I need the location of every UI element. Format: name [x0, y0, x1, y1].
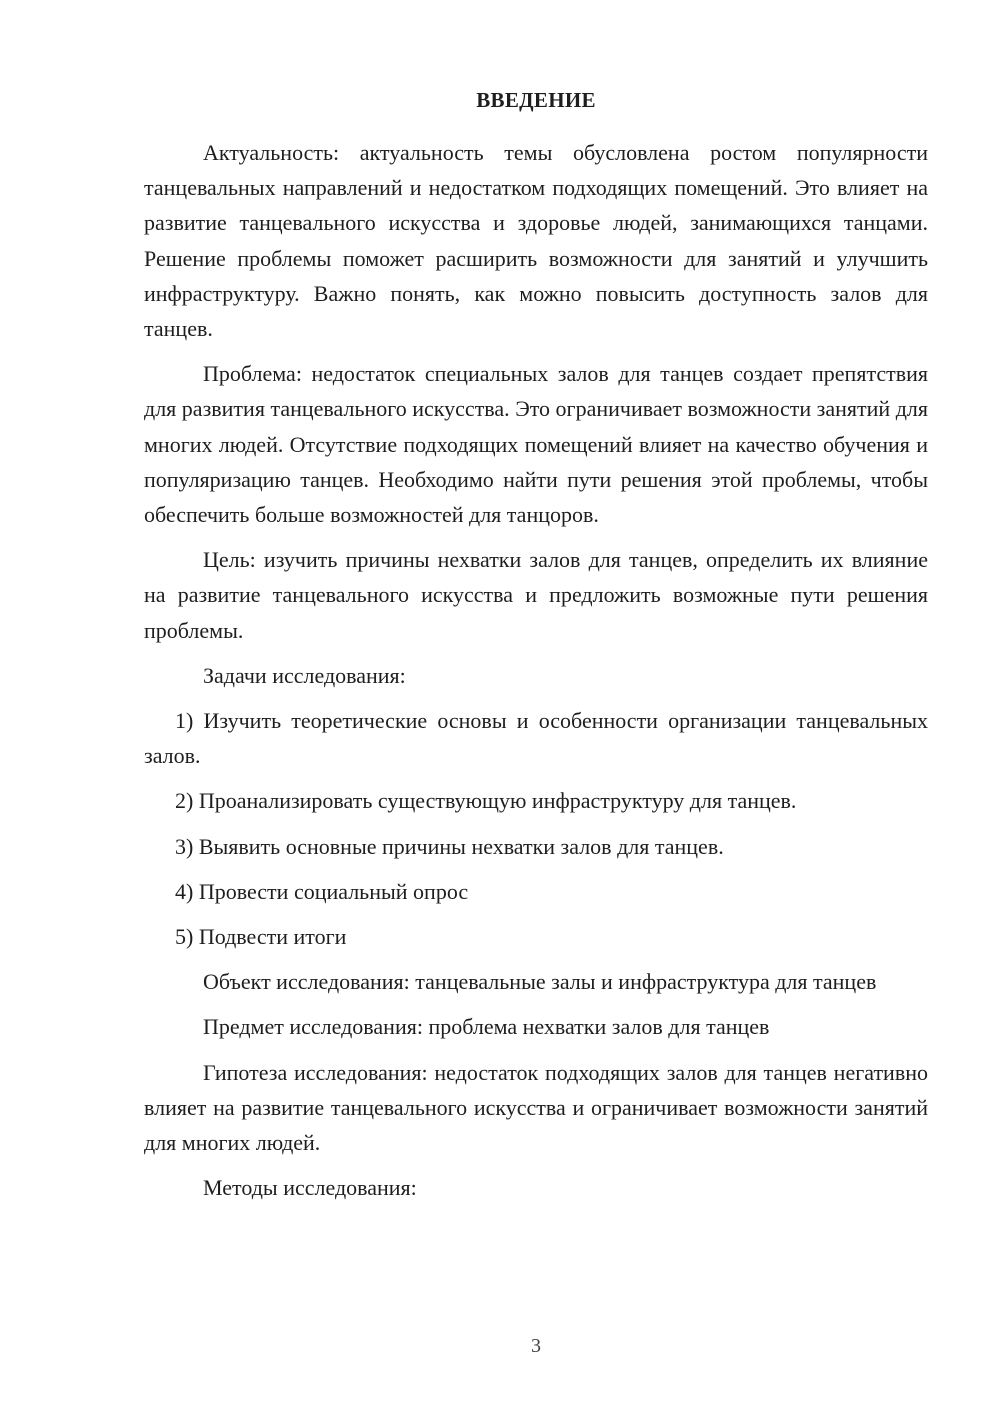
hypothesis-paragraph: Гипотеза исследования: недостаток подходящих залов для танцев негативно влияет на развитие танцевального искусства и ограничивает возможности занятий для многих людей. [144, 1059, 928, 1156]
task-item-4: 4) Провести социальный опрос [175, 878, 469, 904]
task-item-3: 3) Выявить основные причины нехватки залов для танцев. [175, 833, 724, 859]
task-item-5: 5) Подвести итоги [175, 924, 347, 950]
object-paragraph: Объект исследования: танцевальные залы и инфраструктура для танцев [203, 969, 877, 995]
task-item-1: 1) Изучить теоретические основы и особенности организации танцевальных залов. [144, 708, 928, 769]
section-title: ВВЕДЕНИЕ [476, 88, 596, 112]
subject-paragraph: Предмет исследования: проблема нехватки залов для танцев [203, 1014, 770, 1040]
methods-heading: Методы исследования: [203, 1175, 417, 1201]
tasks-heading: Задачи исследования: [203, 662, 406, 688]
problem-paragraph: Проблема: недостаток специальных залов для танцев создает препятствия для развития танцевального искусства. Это ограничивает возможности занятий для многих людей. Отсутствие подходящих помещений влияет на качество обучения и популяризацию танцев. Необходимо найти пути решения этой проблемы, чтобы обеспечить больше возможностей для танцоров. [144, 361, 928, 528]
relevance-paragraph: Актуальность: актуальность темы обусловлена ростом популярности танцевальных направлений и недостатком подходящих помещений. Это влияет на развитие танцевального искусства и здоровье людей, занимающихся танцами. Решение проблемы поможет расширить возможности для занятий и улучшить инфраструктуру. Важно понять, как можно повысить доступность залов для танцев. [144, 140, 928, 342]
goal-paragraph: Цель: изучить причины нехватки залов для танцев, определить их влияние на развитие танцевального искусства и предложить возможные пути решения проблемы. [144, 547, 928, 643]
document-page [144, 88, 928, 1215]
task-item-2: 2) Проанализировать существующую инфраструктуру для танцев. [175, 788, 797, 814]
page-number: 3 [531, 1335, 541, 1357]
